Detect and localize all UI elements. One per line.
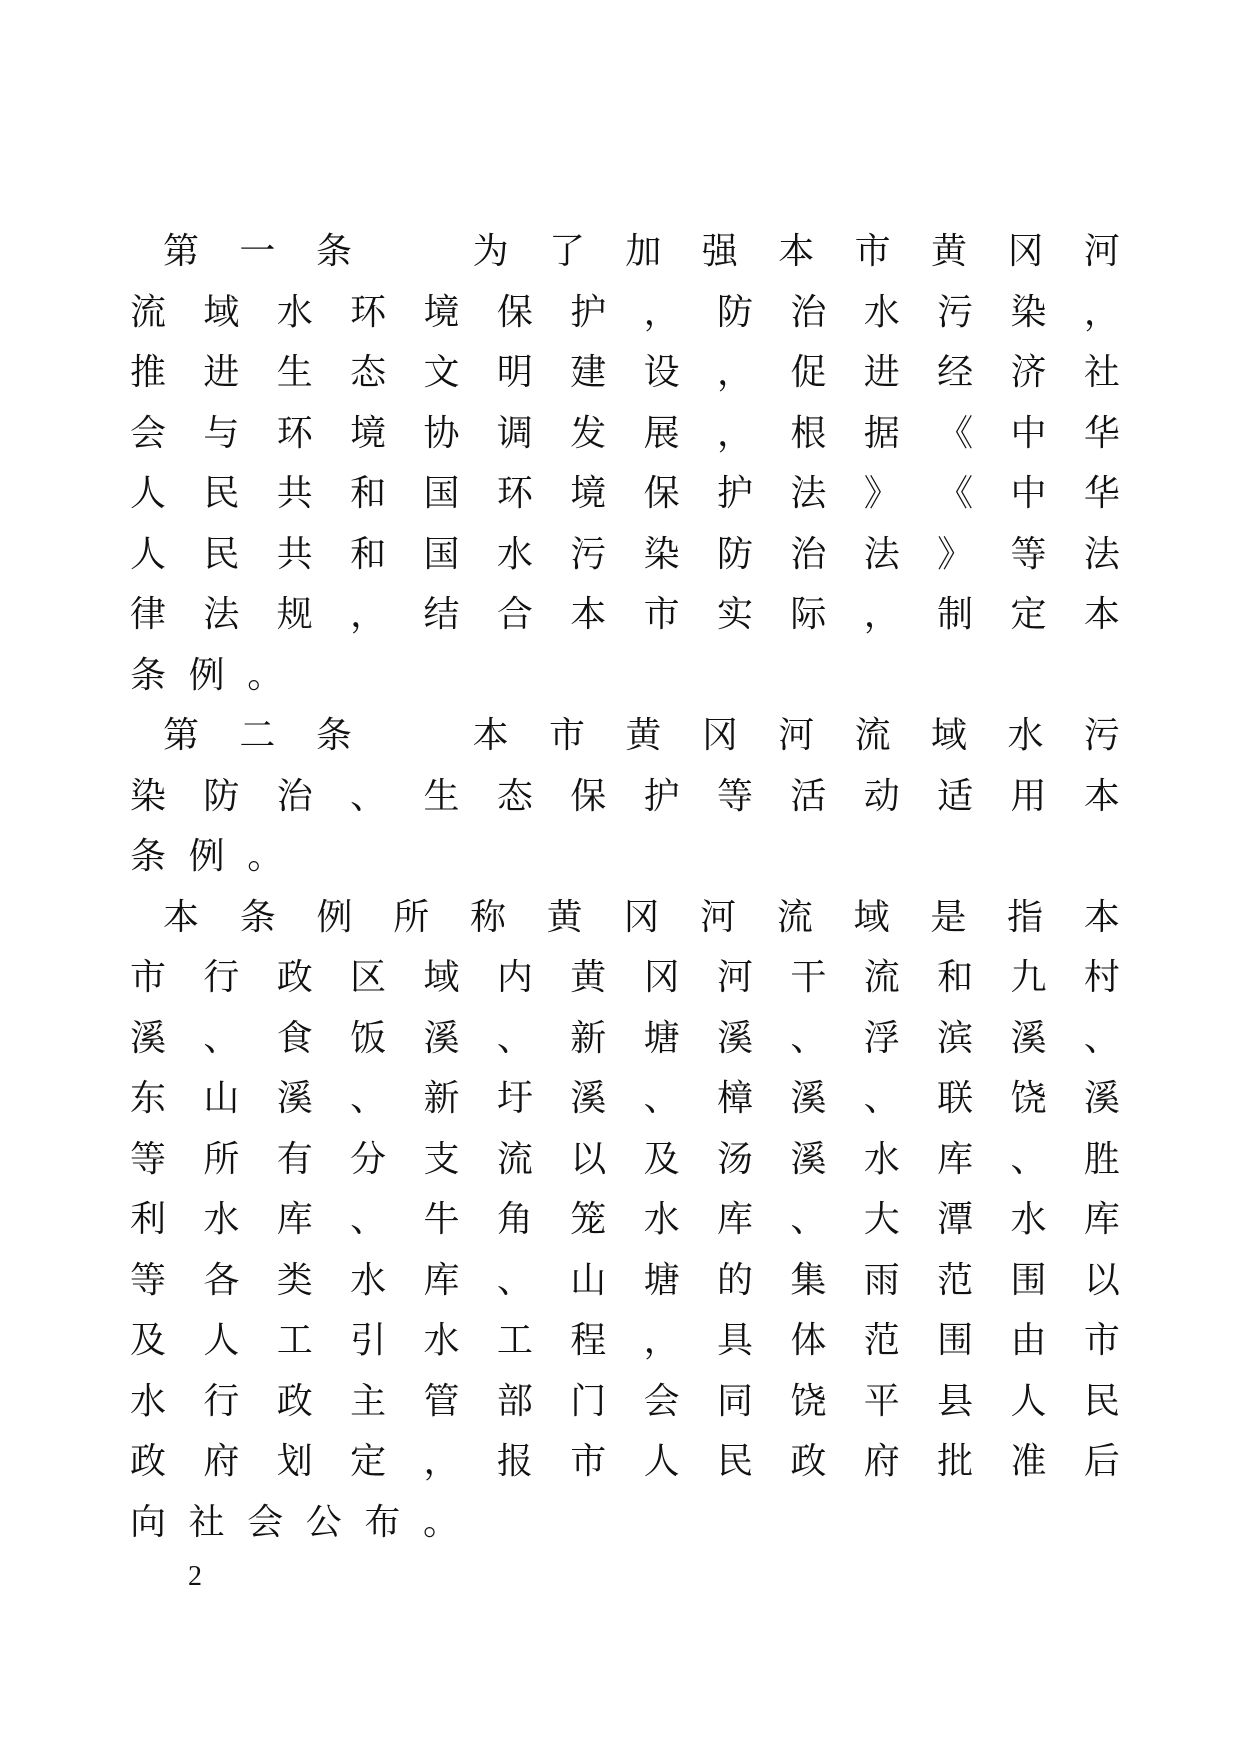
text-char: 行 (203, 957, 240, 999)
text-char: 防 (717, 291, 754, 333)
text-char: 第 (163, 715, 200, 757)
text-char: 库 (1083, 1199, 1120, 1241)
text-char: 、 (1083, 1017, 1120, 1059)
text-char: 和 (937, 957, 974, 999)
text-char: 雨 (863, 1259, 900, 1301)
text-char: ， (717, 412, 754, 454)
text-char: 流 (776, 896, 813, 938)
text-char: 内 (496, 957, 533, 999)
text-char: ， (863, 594, 900, 636)
text-char: 、 (790, 1017, 827, 1059)
text-char: 华 (1083, 412, 1120, 454)
text-char: 法 (1083, 533, 1120, 575)
text-char: 有 (276, 1138, 313, 1180)
text-line (130, 706, 1120, 767)
text-char: 所 (203, 1138, 240, 1180)
text-char: 国 (423, 473, 460, 515)
text-char: 水 (863, 291, 900, 333)
text-char: 塘 (643, 1017, 680, 1059)
text-char: 第 (163, 231, 200, 273)
text-char: 后 (1083, 1441, 1120, 1483)
text-char: ， (423, 1441, 460, 1483)
text-char: 本 (163, 896, 200, 938)
text-char: 护 (717, 473, 754, 515)
text-char: 境 (570, 473, 607, 515)
text-char: ， (1083, 291, 1120, 333)
text-char: 、 (643, 1078, 680, 1120)
text-char: 市 (549, 715, 586, 757)
text-char: 共 (276, 533, 313, 575)
text-char: 库 (717, 1199, 754, 1241)
text-char: 本 (1083, 594, 1120, 636)
text-char: 村 (1083, 957, 1120, 999)
text-char: 等 (1010, 533, 1047, 575)
text-char: 、 (496, 1017, 533, 1059)
text-char: 溪 (790, 1138, 827, 1180)
text-char: 市 (854, 231, 891, 273)
text-char: 库 (423, 1259, 460, 1301)
text-char: 明 (496, 352, 533, 394)
text-line (130, 464, 1120, 525)
page-number: 2 (188, 1561, 202, 1592)
text-char: 进 (863, 352, 900, 394)
text-char: 府 (863, 1441, 900, 1483)
text-char: 》 (937, 533, 974, 575)
text-char: 门 (570, 1380, 607, 1422)
text-char: 东 (130, 1078, 167, 1120)
text-char: 划 (276, 1441, 313, 1483)
text-char: 据 (863, 412, 900, 454)
text-char: 食 (276, 1017, 313, 1059)
text-char: 区 (350, 957, 387, 999)
text-char: 、 (863, 1078, 900, 1120)
text-char: 同 (717, 1380, 754, 1422)
text-char: 民 (203, 473, 240, 515)
text-char: 滨 (937, 1017, 974, 1059)
text-char: 联 (937, 1078, 974, 1120)
text-char: 政 (276, 1380, 313, 1422)
text-char: 法 (790, 473, 827, 515)
text-char: 适 (937, 775, 974, 817)
text-char: 为 (472, 231, 509, 273)
text-char: 工 (276, 1320, 313, 1362)
text-char: 条 (315, 715, 352, 757)
text-char: 态 (350, 352, 387, 394)
text-char: 河 (778, 715, 815, 757)
text-char: 规 (276, 594, 313, 636)
text-char: 水 (1010, 1199, 1047, 1241)
text-char: 和 (350, 473, 387, 515)
text-char: 与 (203, 412, 240, 454)
text-char: 水 (643, 1199, 680, 1241)
text-char: 民 (1083, 1380, 1120, 1422)
text-char: 本 (1083, 775, 1120, 817)
text-char: 域 (423, 957, 460, 999)
text-char: 态 (496, 775, 533, 817)
text-char: 条 (130, 836, 167, 878)
text-line (130, 1190, 1120, 1251)
text-char: 所 (393, 896, 430, 938)
text-char: 范 (937, 1259, 974, 1301)
text-char: 条 (130, 654, 167, 696)
text-char: 治 (790, 533, 827, 575)
text-char: 、 (203, 1017, 240, 1059)
text-char: 发 (570, 412, 607, 454)
text-line (130, 404, 1120, 465)
text-char: 饭 (350, 1017, 387, 1059)
text-char: 经 (937, 352, 974, 394)
text-char: 治 (276, 775, 313, 817)
text-char: 的 (717, 1259, 754, 1301)
text-char: 流 (130, 291, 167, 333)
text-char: 布 (364, 1501, 401, 1543)
text-char: 指 (1007, 896, 1044, 938)
text-char: 县 (937, 1380, 974, 1422)
text-char: 强 (701, 231, 738, 273)
text-char: 类 (276, 1259, 313, 1301)
text-char: 国 (423, 533, 460, 575)
text-char: 域 (853, 896, 890, 938)
text-char: 溪 (1083, 1078, 1120, 1120)
text-char: 黄 (570, 957, 607, 999)
text-char: 以 (570, 1138, 607, 1180)
text-char: 调 (496, 412, 533, 454)
text-char: 溪 (570, 1078, 607, 1120)
text-char: 人 (1010, 1380, 1047, 1422)
text-char: 溪 (790, 1078, 827, 1120)
text-char: 合 (496, 594, 533, 636)
text-char: 政 (130, 1441, 167, 1483)
text-line (130, 1130, 1120, 1191)
text-char: 牛 (423, 1199, 460, 1241)
text-char: 、 (350, 1078, 387, 1120)
text-char: 市 (130, 957, 167, 999)
text-char: 山 (570, 1259, 607, 1301)
text-char: 流 (863, 957, 900, 999)
text-line (130, 1009, 1120, 1070)
text-char: 报 (496, 1441, 533, 1483)
text-line (130, 1493, 1120, 1554)
text-char: 环 (350, 291, 387, 333)
text-char: 市 (570, 1441, 607, 1483)
text-char: 染 (643, 533, 680, 575)
text-char: 水 (423, 1320, 460, 1362)
text-char: 黄 (931, 231, 968, 273)
text-char: 水 (496, 533, 533, 575)
text-char: 市 (643, 594, 680, 636)
text-char: 防 (203, 775, 240, 817)
text-char: 由 (1010, 1320, 1047, 1362)
text-char: 政 (790, 1441, 827, 1483)
text-char: 府 (203, 1441, 240, 1483)
text-line (130, 948, 1120, 1009)
text-char: 水 (203, 1199, 240, 1241)
text-char: 染 (130, 775, 167, 817)
text-char: 九 (1010, 957, 1047, 999)
text-char: 水 (863, 1138, 900, 1180)
text-char: 防 (717, 533, 754, 575)
text-char: 是 (930, 896, 967, 938)
text-char: 冈 (701, 715, 738, 757)
text-char: 河 (700, 896, 737, 938)
text-char: 主 (350, 1380, 387, 1422)
text-char: 会 (643, 1380, 680, 1422)
text-char: 。 (422, 1501, 459, 1543)
text-char: 黄 (546, 896, 583, 938)
text-char: 新 (423, 1078, 460, 1120)
text-char: 例 (188, 654, 225, 696)
text-char: 污 (570, 533, 607, 575)
text-char: 民 (717, 1441, 754, 1483)
text-char: 法 (863, 533, 900, 575)
text-char: 潭 (937, 1199, 974, 1241)
text-char: 人 (643, 1441, 680, 1483)
text-char: 。 (247, 836, 284, 878)
text-char: 和 (350, 533, 387, 575)
text-char: 根 (790, 412, 827, 454)
text-char: 境 (350, 412, 387, 454)
text-char: 范 (863, 1320, 900, 1362)
text-char: 人 (203, 1320, 240, 1362)
text-char: 胜 (1083, 1138, 1120, 1180)
text-char: 政 (276, 957, 313, 999)
text-char: 人 (130, 533, 167, 575)
text-char: 人 (130, 473, 167, 515)
text-char: 工 (496, 1320, 533, 1362)
text-char: 活 (790, 775, 827, 817)
text-line (130, 767, 1120, 828)
text-char: 华 (1083, 473, 1120, 515)
text-char: 、 (790, 1199, 827, 1241)
text-char: 水 (1007, 715, 1044, 757)
text-char: 实 (717, 594, 754, 636)
text-char: 水 (276, 291, 313, 333)
text-char: 制 (937, 594, 974, 636)
text-char: 展 (643, 412, 680, 454)
text-char: 、 (350, 1199, 387, 1241)
text-char: 管 (423, 1380, 460, 1422)
text-char: 定 (350, 1441, 387, 1483)
text-char: 加 (625, 231, 662, 273)
text-char: 域 (203, 291, 240, 333)
text-char: 《 (937, 473, 974, 515)
text-char: 冈 (643, 957, 680, 999)
text-char: 环 (276, 412, 313, 454)
text-char: 新 (570, 1017, 607, 1059)
text-char: 共 (276, 473, 313, 515)
text-char: 干 (790, 957, 827, 999)
text-char: 河 (717, 957, 754, 999)
text-char: 向 (130, 1501, 167, 1543)
text-char: 设 (643, 352, 680, 394)
text-char: 护 (570, 291, 607, 333)
text-char: 会 (130, 412, 167, 454)
text-char: 民 (203, 533, 240, 575)
text-char: 体 (790, 1320, 827, 1362)
text-line (130, 827, 1120, 888)
text-char: 浮 (863, 1017, 900, 1059)
text-char: 水 (130, 1380, 167, 1422)
text-char: 护 (643, 775, 680, 817)
text-char: 污 (1083, 715, 1120, 757)
text-char: 市 (1083, 1320, 1120, 1362)
text-char: 治 (790, 291, 827, 333)
text-char: 一 (239, 231, 276, 273)
text-char: 具 (717, 1320, 754, 1362)
text-line (130, 283, 1120, 344)
text-char: 结 (423, 594, 460, 636)
text-char: 部 (496, 1380, 533, 1422)
text-char: 公 (305, 1501, 342, 1543)
text-char: 围 (1010, 1259, 1047, 1301)
text-char: 建 (570, 352, 607, 394)
text-char: 称 (469, 896, 506, 938)
text-char: 社 (1083, 352, 1120, 394)
text-char: 保 (570, 775, 607, 817)
text-char: 黄 (625, 715, 662, 757)
text-char: 山 (203, 1078, 240, 1120)
text-char: 、 (496, 1259, 533, 1301)
text-char: 例 (316, 896, 353, 938)
text-char: 染 (1010, 291, 1047, 333)
text-char: 等 (130, 1259, 167, 1301)
text-char: 本 (570, 594, 607, 636)
text-char: 本 (778, 231, 815, 273)
text-line (130, 525, 1120, 586)
text-char: 协 (423, 412, 460, 454)
text-char: 条 (315, 231, 352, 273)
text-char: 库 (276, 1199, 313, 1241)
text-char: 引 (350, 1320, 387, 1362)
text-char: 冈 (623, 896, 660, 938)
text-line (130, 222, 1120, 283)
text-char: 本 (472, 715, 509, 757)
text-char: 定 (1010, 594, 1047, 636)
text-char: 樟 (717, 1078, 754, 1120)
text-char: 以 (1083, 1259, 1120, 1301)
text-char: ， (643, 291, 680, 333)
text-char: 际 (790, 594, 827, 636)
text-char: 溪 (423, 1017, 460, 1059)
text-char: 溪 (717, 1017, 754, 1059)
text-char: 库 (937, 1138, 974, 1180)
text-line (130, 343, 1120, 404)
regulation-body-text (130, 222, 1120, 1553)
text-char: 等 (717, 775, 754, 817)
text-char: 及 (643, 1138, 680, 1180)
text-char: 中 (1010, 412, 1047, 454)
text-char: 保 (643, 473, 680, 515)
text-char: 笼 (570, 1199, 607, 1241)
text-line (130, 1372, 1120, 1433)
text-char: 律 (130, 594, 167, 636)
text-char: 》 (863, 473, 900, 515)
text-char: 环 (496, 473, 533, 515)
text-char: 等 (130, 1138, 167, 1180)
text-char: 推 (130, 352, 167, 394)
text-char: 塘 (643, 1259, 680, 1301)
text-char: 《 (937, 412, 974, 454)
text-char: 平 (863, 1380, 900, 1422)
text-line (130, 646, 1120, 707)
text-char: 溪 (276, 1078, 313, 1120)
text-char: 境 (423, 291, 460, 333)
text-char: 污 (937, 291, 974, 333)
text-char: ， (643, 1320, 680, 1362)
text-char: ， (350, 594, 387, 636)
text-char: 角 (496, 1199, 533, 1241)
text-char: 分 (350, 1138, 387, 1180)
text-char: 、 (350, 775, 387, 817)
text-char: 二 (239, 715, 276, 757)
text-char: 流 (496, 1138, 533, 1180)
text-char: 水 (350, 1259, 387, 1301)
text-char: 各 (203, 1259, 240, 1301)
text-char: 圩 (496, 1078, 533, 1120)
text-char: 准 (1010, 1441, 1047, 1483)
text-char: 饶 (1010, 1078, 1047, 1120)
text-char: 溪 (130, 1017, 167, 1059)
text-char: 条 (239, 896, 276, 938)
text-char: 本 (1083, 896, 1120, 938)
text-char: 汤 (717, 1138, 754, 1180)
text-char: 。 (247, 654, 284, 696)
text-char: 济 (1010, 352, 1047, 394)
text-char: 保 (496, 291, 533, 333)
text-char: 进 (203, 352, 240, 394)
text-char: 、 (1010, 1138, 1047, 1180)
text-char: ， (717, 352, 754, 394)
text-char: 溪 (1010, 1017, 1047, 1059)
text-char: 生 (423, 775, 460, 817)
text-char: 会 (247, 1501, 284, 1543)
text-char: 法 (203, 594, 240, 636)
text-char: 例 (188, 836, 225, 878)
text-char: 中 (1010, 473, 1047, 515)
text-char: 饶 (790, 1380, 827, 1422)
text-char: 利 (130, 1199, 167, 1241)
text-char: 生 (276, 352, 313, 394)
text-char: 行 (203, 1380, 240, 1422)
text-char: 围 (937, 1320, 974, 1362)
text-char: 域 (931, 715, 968, 757)
text-char: 文 (423, 352, 460, 394)
text-char: 河 (1083, 231, 1120, 273)
text-line (130, 1432, 1120, 1493)
text-char: 用 (1010, 775, 1047, 817)
text-char: 动 (863, 775, 900, 817)
text-line (130, 1251, 1120, 1312)
text-char: 支 (423, 1138, 460, 1180)
text-char: 及 (130, 1320, 167, 1362)
text-char: 促 (790, 352, 827, 394)
text-line (130, 1311, 1120, 1372)
text-char: 大 (863, 1199, 900, 1241)
text-char: 集 (790, 1259, 827, 1301)
text-line (130, 888, 1120, 949)
text-line (130, 585, 1120, 646)
text-char: 了 (549, 231, 586, 273)
text-line (130, 1069, 1120, 1130)
text-char: 冈 (1007, 231, 1044, 273)
text-char: 流 (854, 715, 891, 757)
text-char: 批 (937, 1441, 974, 1483)
text-char: 程 (570, 1320, 607, 1362)
text-char: 社 (188, 1501, 225, 1543)
